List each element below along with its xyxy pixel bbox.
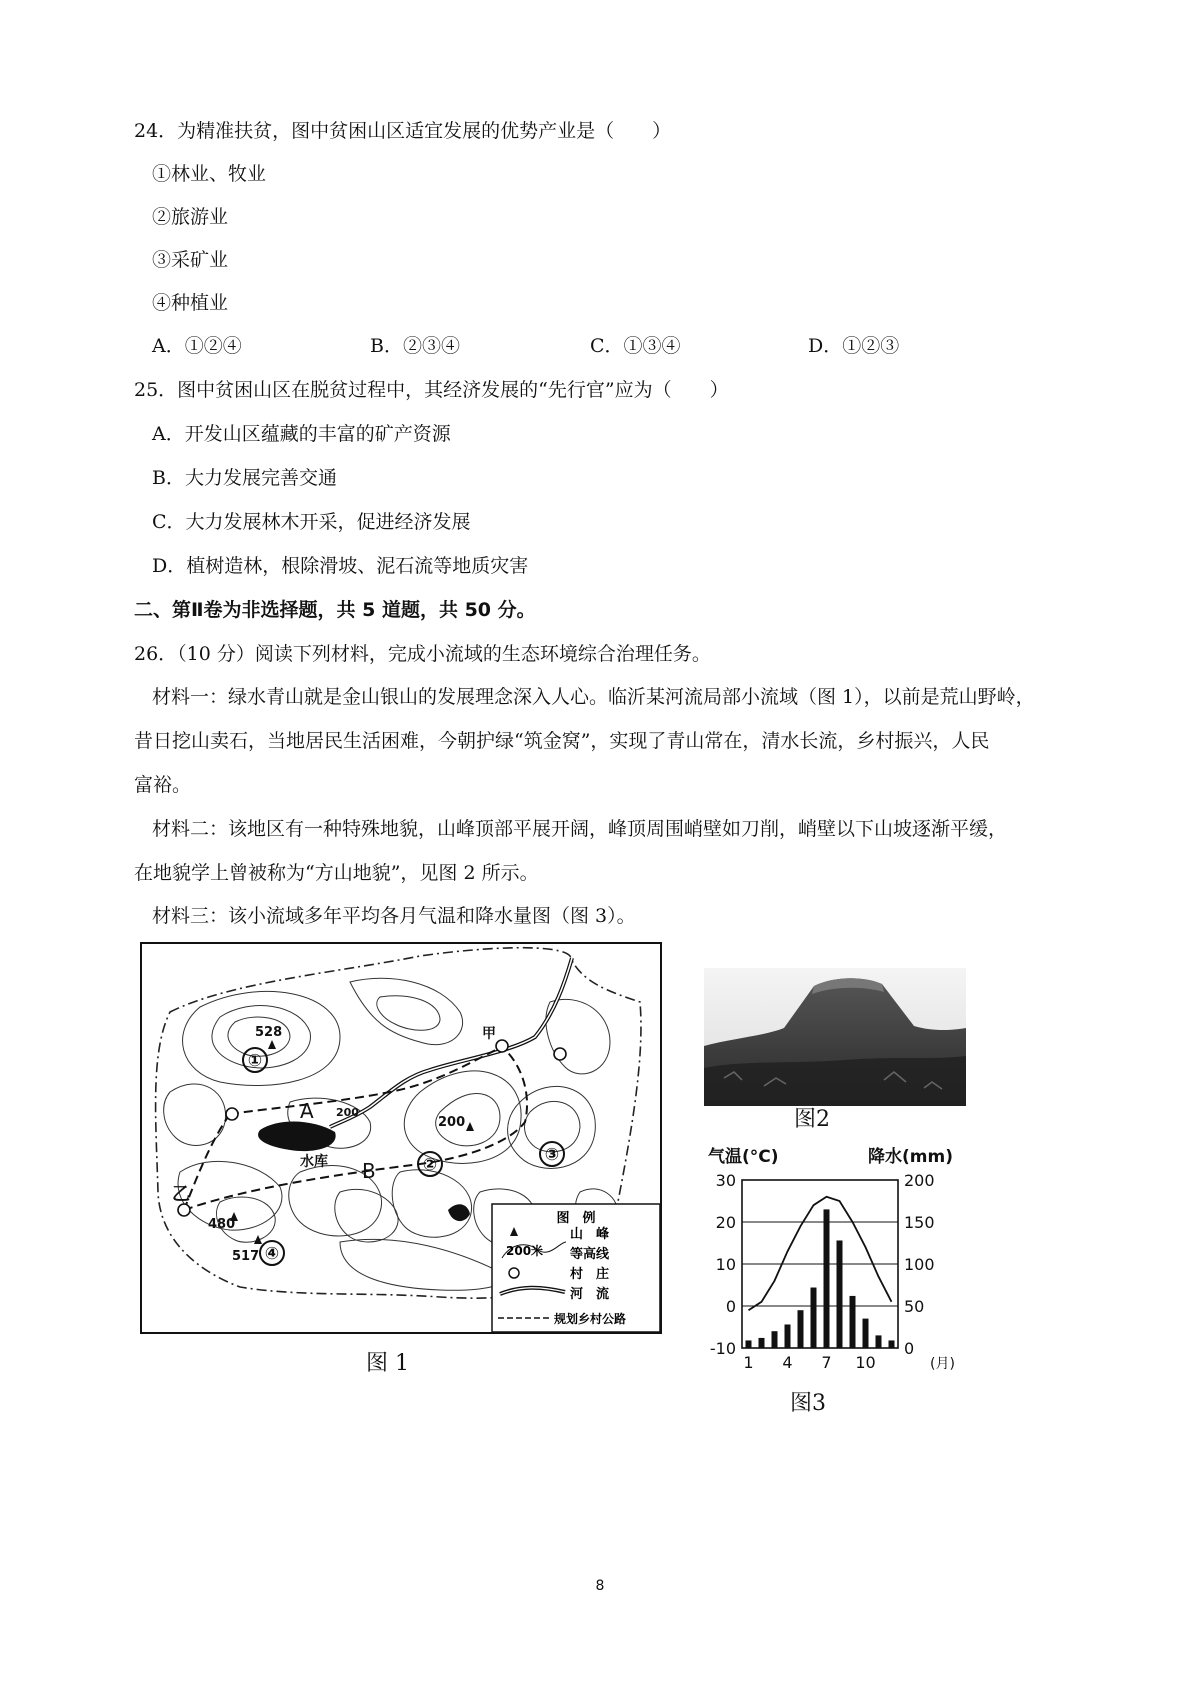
chart-x-tick-label: 1 xyxy=(743,1353,754,1370)
q25-stem: 25．图中贫困山区在脱贫过程中，其经济发展的“先行官”应为（ ） xyxy=(134,379,729,401)
peak-200-label: 200 xyxy=(438,1115,466,1130)
precipitation-bar xyxy=(850,1296,856,1348)
q26-material-3: 材料三：该小流域多年平均各月气温和降水量图（图 3）。 xyxy=(152,905,636,927)
page-number: 8 xyxy=(595,1578,605,1594)
legend-village-icon xyxy=(509,1268,519,1278)
chart-x-tick-label: 10 xyxy=(855,1353,876,1370)
figure-3-caption: 图3 xyxy=(790,1391,826,1416)
figure-3-climate-chart xyxy=(700,1140,968,1370)
q24-option-d: D．①②③ xyxy=(808,335,900,357)
q24-option-b: B．②③④ xyxy=(370,335,460,357)
precipitation-bar xyxy=(889,1340,895,1348)
q24-item-2: ②旅游业 xyxy=(152,206,229,228)
chart-right-tick-label: 100 xyxy=(904,1255,935,1274)
precipitation-bar xyxy=(746,1340,752,1348)
chart-left-tick-label: 20 xyxy=(715,1213,736,1232)
village-jia-label: 甲 xyxy=(482,1026,496,1042)
chart-x-tick-label: 4 xyxy=(782,1353,793,1370)
legend-river-label: 河 流 xyxy=(570,1287,610,1302)
legend-road-label: 规划乡村公路 xyxy=(554,1312,627,1326)
chart-left-axis-label: 气温(°C) xyxy=(708,1147,779,1167)
chart-x-unit: (月) xyxy=(930,1356,955,1370)
q25-option-d: D．植树造林，根除滑坡、泥石流等地质灾害 xyxy=(152,555,529,577)
area-label-2: ② xyxy=(422,1155,438,1175)
road-a-label: A xyxy=(300,1099,314,1123)
precipitation-bar xyxy=(811,1288,817,1348)
q26-material-2-line-2: 在地貌学上曾被称为“方山地貌”，见图 2 所示。 xyxy=(134,862,539,884)
q24-item-3: ③采矿业 xyxy=(152,249,229,271)
figure-1-caption: 图 1 xyxy=(366,1351,409,1376)
legend-contour-number: 200米 xyxy=(506,1244,544,1258)
q24-option-a: A．①②④ xyxy=(152,335,242,357)
precipitation-bar xyxy=(863,1319,869,1348)
area-label-3: ③ xyxy=(544,1145,560,1165)
legend-village-label: 村 庄 xyxy=(570,1267,610,1282)
q24-stem: 24．为精准扶贫，图中贫困山区适宜发展的优势产业是（ ） xyxy=(134,120,672,142)
contour-200-label: 200 xyxy=(336,1106,359,1119)
peak-528-label: 528 xyxy=(255,1025,283,1040)
chart-right-tick-label: 0 xyxy=(904,1339,915,1358)
precipitation-bar xyxy=(824,1209,830,1348)
q26-stem: 26．（10 分）阅读下列材料，完成小流域的生态环境综合治理任务。 xyxy=(134,643,711,665)
figure-1-legend xyxy=(492,1204,660,1332)
precipitation-bar xyxy=(876,1335,882,1348)
q25-option-a: A．开发山区蕴藏的丰富的矿产资源 xyxy=(152,423,451,445)
legend-contour-label: 等高线 xyxy=(570,1247,610,1262)
precipitation-bar xyxy=(798,1310,804,1348)
area-label-4: ④ xyxy=(264,1244,280,1264)
legend-title: 图 例 xyxy=(556,1211,596,1226)
road-b-label: B xyxy=(362,1159,376,1183)
chart-left-tick-label: 0 xyxy=(725,1297,736,1316)
q25-option-b: B．大力发展完善交通 xyxy=(152,467,337,489)
chart-right-tick-label: 50 xyxy=(904,1297,925,1316)
q24-item-4: ④种植业 xyxy=(152,292,229,314)
chart-x-tick-label: 7 xyxy=(821,1353,832,1370)
precipitation-bar xyxy=(785,1324,791,1348)
section-2-heading: 二、第Ⅱ卷为非选择题，共 5 道题，共 50 分。 xyxy=(134,599,536,621)
figure-2-mesa-photo xyxy=(704,968,966,1106)
chart-left-tick-label: 30 xyxy=(715,1171,736,1190)
q26-material-1-line-3: 富裕。 xyxy=(134,774,192,796)
peak-480-label: 480 xyxy=(208,1217,236,1232)
q24-option-c: C．①③④ xyxy=(590,335,681,357)
precipitation-bar xyxy=(837,1240,843,1348)
chart-right-tick-label: 200 xyxy=(904,1171,935,1190)
q24-item-1: ①林业、牧业 xyxy=(152,163,267,185)
q26-material-2-line-1: 材料二：该地区有一种特殊地貌，山峰顶部平展开阔，峰顶周围峭壁如刀削，峭壁以下山坡逐渐平缓， xyxy=(152,818,1008,840)
q25-option-c: C．大力发展林木开采，促进经济发展 xyxy=(152,511,471,533)
q26-material-1-line-1: 材料一：绿水青山就是金山银山的发展理念深入人心。临沂某河流局部小流域（图 1），以前是荒山野岭， xyxy=(152,686,1035,708)
q26-material-1-line-2: 昔日挖山卖石，当地居民生活困难，今朝护绿“筑金窝”，实现了青山常在，清水长流，乡村振兴，人民 xyxy=(134,730,990,752)
chart-right-tick-label: 150 xyxy=(904,1213,935,1232)
figure-1-contour-map xyxy=(140,942,662,1337)
village-yi-label: 乙 xyxy=(172,1184,190,1205)
figure-2-caption: 图2 xyxy=(794,1107,830,1132)
legend-peak-label: 山 峰 xyxy=(570,1227,610,1242)
peak-517-label: 517 xyxy=(232,1249,260,1264)
chart-left-tick-label: 10 xyxy=(715,1255,736,1274)
area-label-1: ① xyxy=(247,1051,263,1071)
precipitation-bar xyxy=(759,1338,765,1348)
chart-right-axis-label: 降水(mm) xyxy=(868,1147,953,1167)
chart-left-tick-label: -10 xyxy=(709,1339,736,1358)
precipitation-bar xyxy=(772,1331,778,1348)
reservoir-label: 水库 xyxy=(300,1154,328,1170)
